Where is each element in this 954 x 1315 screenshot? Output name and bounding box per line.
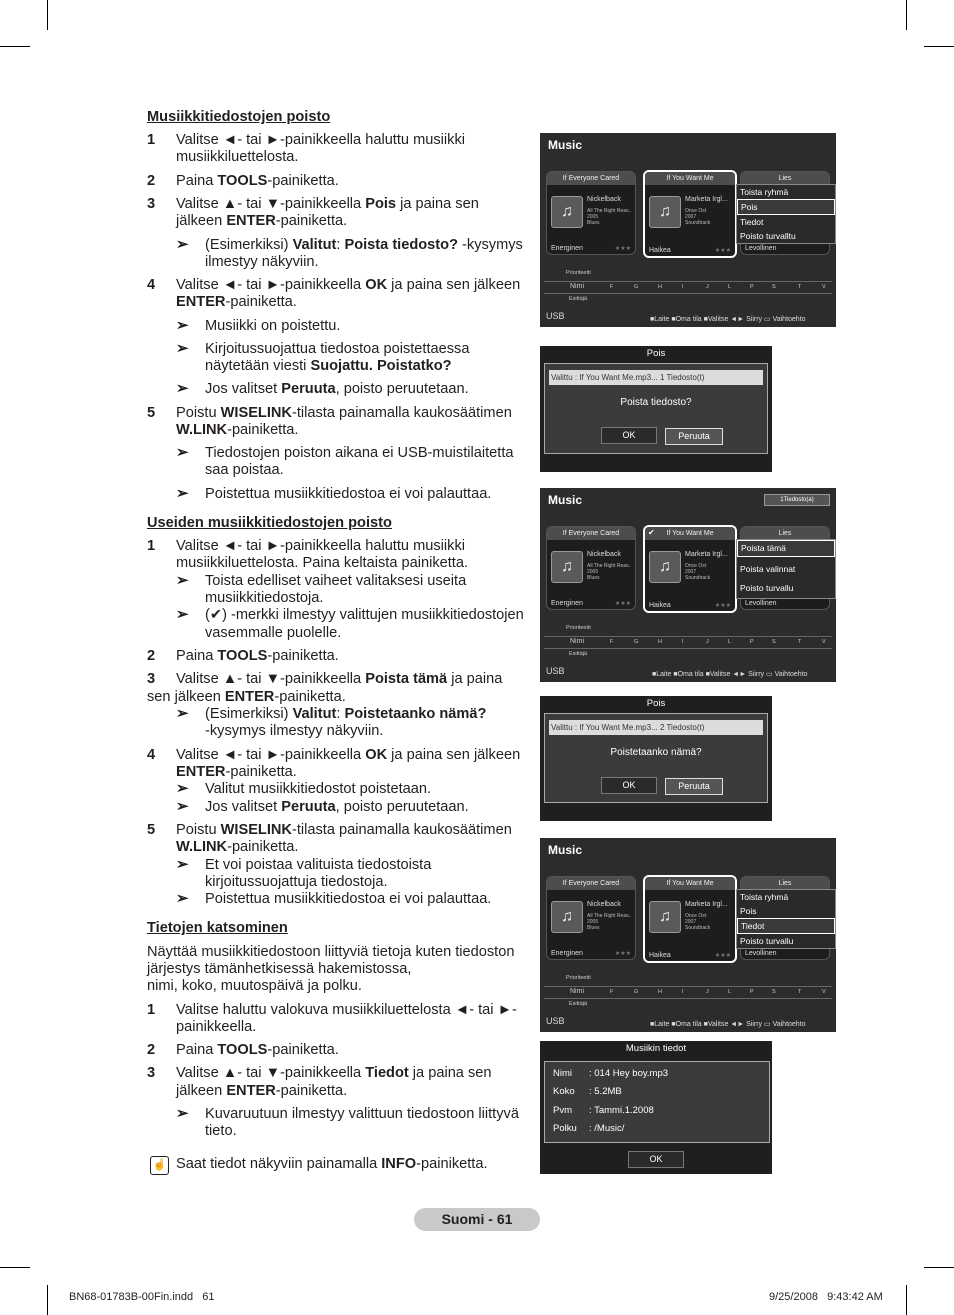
step-text: Valitse ◄- tai ►-painikkeella haluttu musiikki [176,132,465,148]
music-screen [540,838,836,1032]
menu-item[interactable]: Pois [740,906,757,916]
card-artist: Marketa Irgl... [685,196,728,203]
remote-tip-icon: ☝ [150,1156,169,1175]
step-number: 2 [147,1042,156,1058]
priority-label: Prioriteetti [566,270,591,276]
checkmark-icon: ✔ [648,528,655,537]
step-number: 3 [147,1065,156,1081]
card-mood: Levollinen [745,950,777,957]
step-number: 3 [147,671,156,687]
step-number: 5 [147,405,156,421]
info-key: Pvm [553,1105,572,1116]
card-mood: Energinen [551,245,583,252]
info-key: Koko [553,1086,575,1097]
note-arrow-icon: ➢ [176,444,189,461]
music-card[interactable] [546,876,636,960]
step-number: 3 [147,196,156,212]
selected-files: Valittu : If You Want Me.mp3... 2 Tiedosto(t) [549,720,763,735]
note-arrow-icon: ➢ [176,317,189,334]
note-text: vasemmalle puolelle. [205,625,342,641]
step-number: 2 [147,173,156,189]
step-text: Valitse ▲- tai ▼-painikkeella Poista tämä ja paina [176,671,503,687]
step-text: Valitse ◄- tai ►-painikkeella OK ja paina sen jälkeen [176,747,521,763]
step-text: Valitse ▲- tai ▼-painikkeella Pois ja paina sen [176,196,479,212]
music-note-icon: ♫ [551,196,583,228]
rating-stars: ★★★ [714,603,731,609]
step-text: W.LINK-painiketta. [176,422,299,438]
dialog-title: Musiikin tiedot [625,1043,687,1054]
card-title: If Everyone Cared [547,172,635,185]
cancel-button[interactable]: Peruuta [665,778,723,795]
note-arrow-icon: ➢ [176,485,189,502]
tip-text: Saat tiedot näkyviin painamalla INFO-painiketta. [176,1156,488,1172]
card-mood: Levollinen [745,245,777,252]
priority-label: Prioriteetti [566,625,591,631]
section-heading: Useiden musiikkitiedostojen poisto [147,515,392,531]
music-card-selected[interactable] [643,525,737,613]
dialog-body [544,363,768,454]
crop-mark [924,1267,954,1268]
crop-mark [0,46,30,47]
sort-bar: Nimi F G H I J L P S T V [544,986,832,999]
step-text: sen jälkeen ENTER-painiketta. [147,689,346,705]
menu-item[interactable]: Poisto turvalltu [740,231,796,241]
dialog-title: Pois [646,348,666,359]
menu-item[interactable]: Poisto turvallu [740,583,794,593]
ok-button[interactable]: OK [601,427,657,444]
info-dialog [540,1041,772,1174]
dialog-question: Poistetaanko nämä? [610,747,702,758]
note-text: Musiikki on poistettu. [205,318,341,334]
step-text: W.LINK-painiketta. [176,839,299,855]
crop-mark [47,1285,48,1315]
menu-item-selected[interactable]: Poista tämä [737,540,835,557]
sort-bar: Nimi F G H I J L P S T V [544,636,832,649]
dialog-title: Pois [646,698,666,709]
screen-footer [540,309,836,327]
card-artist: Nickelback [587,901,621,908]
dialog-body [544,1061,770,1143]
step-text: Paina TOOLS-painiketta. [176,648,339,664]
card-artist: Marketa Irgl... [685,551,728,558]
note-arrow-icon: ➢ [176,606,189,623]
music-screen [540,488,836,682]
section-heading: Tietojen katsominen [147,920,288,936]
usb-label: USB [546,1016,565,1026]
card-mood: Energinen [551,950,583,957]
screen-footer [540,1014,836,1032]
step-text: Poistu WISELINK-tilasta painamalla kaukosäätimen [176,822,512,838]
footer-date: 9/25/2008 9:43:42 AM [769,1291,883,1303]
info-value: : /Music/ [589,1123,625,1134]
music-card[interactable] [546,171,636,255]
note-arrow-icon: ➢ [176,890,189,907]
footer-hint: ■Laite ■Oma tila ■Valitse ◄► Siirry ▭ Vaihtoehto [650,1021,806,1028]
note-text: Tiedostojen poiston aikana ei USB-muistilaitetta [205,445,514,461]
artist-label: Esittäjä [569,1001,588,1007]
crop-mark [906,1285,907,1315]
step-number: 1 [147,1002,156,1018]
music-card-selected[interactable] [643,875,737,963]
note-text: Kirjoitussuojattua tiedostoa poistettaessa [205,341,470,357]
note-arrow-icon: ➢ [176,340,189,357]
crop-mark [924,46,954,47]
step-text: painikkeella. [176,1019,257,1035]
menu-item[interactable]: Poista valinnat [740,564,796,574]
step-text: Paina TOOLS-painiketta. [176,1042,339,1058]
footer-hint: ■Laite ■Oma tila ■Valitse ◄► Siirry ▭ Vaihtoehto [650,316,806,323]
card-artist: Nickelback [587,551,621,558]
note-text: musiikkitiedostoja. [205,590,324,606]
card-meta: All The Right Reas.. 2005 Blues [587,563,632,581]
step-number: 1 [147,132,156,148]
rating-stars: ★★★ [614,601,631,607]
card-title: If Everyone Cared [547,527,635,540]
music-note-icon: ♫ [649,551,681,583]
note-text: -kysymys ilmestyy näkyviin. [205,723,384,739]
step-text: Valitse ◄- tai ►-painikkeella haluttu musiikki [176,538,465,554]
priority-label: Prioriteetti [566,975,591,981]
tools-menu [736,539,836,599]
step-text: Poistu WISELINK-tilasta painamalla kaukosäätimen [176,405,512,421]
card-mood: Levollinen [745,600,777,607]
usb-label: USB [546,311,565,321]
delete-dialog [540,696,772,821]
menu-item[interactable]: Poisto turvallu [740,936,794,946]
card-title: If You Want Me [645,877,735,890]
note-text: Kuvaruutuun ilmestyy valittuun tiedostoon liittyvä [205,1106,519,1122]
card-meta: Once Ost 2007 Soundtrack [685,913,711,931]
note-arrow-icon: ➢ [176,236,189,253]
music-note-icon: ♫ [551,551,583,583]
music-note-icon: ♫ [551,901,583,933]
step-number: 4 [147,277,156,293]
music-card[interactable] [546,526,636,610]
step-text: jälkeen ENTER-painiketta. [176,213,348,229]
footer-file: BN68-01783B-00Fin.indd 61 [69,1291,215,1303]
card-title: Lies [741,877,829,890]
ok-button[interactable]: OK [628,1151,684,1168]
info-value: : 5.2MB [589,1086,622,1097]
note-arrow-icon: ➢ [176,380,189,397]
info-key: Nimi [553,1068,572,1079]
tools-menu [736,889,836,949]
note-text: (Esimerkiksi) Valitut: Poista tiedosto? -kysymys [205,237,523,253]
file-count-badge: 1Tiedosto(a) [764,494,830,506]
card-mood: Haikea [649,247,671,254]
artist-label: Esittäjä [569,296,588,302]
info-key: Polku [553,1123,577,1134]
info-value: : 014 Hey boy.mp3 [589,1068,669,1079]
cancel-button[interactable]: Peruuta [665,428,723,445]
card-mood: Haikea [649,952,671,959]
note-text: Jos valitset Peruuta, poisto peruutetaan. [205,799,469,815]
note-text: Poistettua musiikkitiedostoa ei voi palauttaa. [205,486,492,502]
note-arrow-icon: ➢ [176,780,189,797]
menu-item-selected[interactable]: Tiedot [737,918,835,934]
note-text: Valitut musiikkitiedostot poistetaan. [205,781,432,797]
note-text: Toista edelliset vaiheet valitaksesi useita [205,573,467,589]
sort-bar: Nimi F G H I J L P S T V [544,281,832,294]
card-meta: All The Right Reas.. 2005 Blues [587,208,632,226]
step-text: jälkeen ENTER-painiketta. [176,1083,348,1099]
card-meta: Once Ost 2007 Soundtrack [685,208,711,226]
page-number: Suomi - 61 [414,1208,540,1231]
rating-stars: ★★★ [614,246,631,252]
step-text: musiikkiluettelosta. Paina keltaista painiketta. [176,555,469,571]
note-text: saa poistaa. [205,462,284,478]
footer-hint: ■Laite ■Oma tila ■Valitse ◄► Siirry ▭ Vaihtoehto [652,671,808,678]
music-note-icon: ♫ [649,196,681,228]
note-text: (Esimerkiksi) Valitut: Poistetaanko nämä? [205,706,487,722]
step-number: 5 [147,822,156,838]
card-title: If You Want Me [645,172,735,185]
paragraph: nimi, koko, muutospäivä ja polku. [147,978,362,994]
step-text: Valitse ◄- tai ►-painikkeella OK ja paina sen jälkeen [176,277,521,293]
note-text: (✔) -merkki ilmestyy valittujen musiikkitiedostojen [205,607,524,623]
step-number: 1 [147,538,156,554]
screen-title: Music [548,138,583,152]
crop-mark [47,0,48,30]
artist-label: Esittäjä [569,651,588,657]
note-text: näytetään viesti Suojattu. Poistatko? [205,358,452,374]
step-text: Valitse haluttu valokuva musiikkiluettelosta ◄- tai ►- [176,1002,517,1018]
crop-mark [906,0,907,30]
card-artist: Marketa Irgl... [685,901,728,908]
note-text: kirjoitussuojattuja tiedostoja. [205,874,388,890]
note-arrow-icon: ➢ [176,1105,189,1122]
music-card-selected[interactable] [643,170,737,258]
note-text: tieto. [205,1123,237,1139]
step-text: Paina TOOLS-painiketta. [176,173,339,189]
paragraph: Näyttää musiikkitiedostoon liittyviä tietoja kuten tiedoston [147,944,515,960]
screen-title: Music [548,843,583,857]
rating-stars: ★★★ [614,951,631,957]
ok-button[interactable]: OK [601,777,657,794]
section-heading: Musiikkitiedostojen poisto [147,109,331,125]
note-arrow-icon: ➢ [176,572,189,589]
menu-item[interactable]: Toista ryhmä [740,892,789,902]
card-mood: Haikea [649,602,671,609]
note-text: Jos valitset Peruuta, poisto peruutetaan. [205,381,469,397]
card-title: Lies [741,527,829,540]
note-arrow-icon: ➢ [176,856,189,873]
note-text: Et voi poistaa valituista tiedostoista [205,857,432,873]
step-text: ENTER-painiketta. [176,764,297,780]
card-title: If You Want Me [645,527,735,540]
crop-mark [0,1267,30,1268]
card-artist: Nickelback [587,196,621,203]
music-note-icon: ♫ [649,901,681,933]
dialog-question: Poista tiedosto? [620,397,692,408]
card-title: Lies [741,172,829,185]
note-text: ilmestyy näkyviin. [205,254,319,270]
step-number: 2 [147,648,156,664]
menu-item[interactable]: Toista ryhmä [740,187,789,197]
info-value: : Tammi.1.2008 [589,1105,654,1116]
note-arrow-icon: ➢ [176,798,189,815]
note-text: Poistettua musiikkitiedostoa ei voi palauttaa. [205,891,492,907]
rating-stars: ★★★ [714,953,731,959]
delete-dialog [540,346,772,472]
step-text: ENTER-painiketta. [176,294,297,310]
card-meta: All The Right Reas.. 2005 Blues [587,913,632,931]
paragraph: järjestys tämänhetkisessä hakemistossa, [147,961,412,977]
selected-files: Valittu : If You Want Me.mp3... 1 Tiedosto(t) [549,370,763,385]
note-arrow-icon: ➢ [176,705,189,722]
menu-item-selected[interactable]: Pois [737,199,835,215]
music-screen [540,133,836,327]
screen-footer [540,664,836,682]
card-title: If Everyone Cared [547,877,635,890]
dialog-body [544,713,768,803]
rating-stars: ★★★ [714,248,731,254]
card-meta: Once Ost 2007 Soundtrack [685,563,711,581]
card-mood: Energinen [551,600,583,607]
tools-menu [736,184,836,244]
step-number: 4 [147,747,156,763]
step-text: musiikkiluettelosta. [176,149,299,165]
step-text: Valitse ▲- tai ▼-painikkeella Tiedot ja paina sen [176,1065,492,1081]
usb-label: USB [546,666,565,676]
menu-item[interactable]: Tiedot [740,217,764,227]
screen-title: Music [548,493,583,507]
